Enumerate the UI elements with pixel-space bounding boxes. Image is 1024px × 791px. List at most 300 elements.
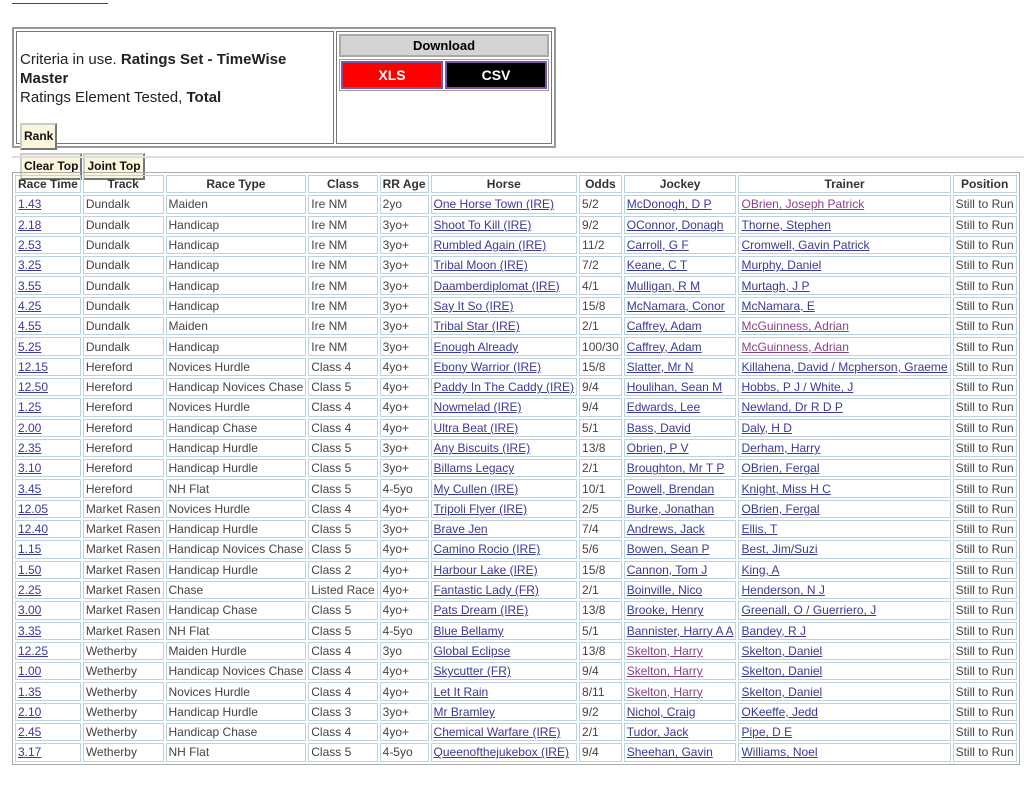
cell-jockey (624, 682, 737, 700)
jockey-link[interactable]: Keane, C T (626, 258, 688, 273)
cell-track: Wetherby (83, 662, 164, 680)
race-time-link[interactable]: 3.45 (18, 481, 42, 496)
cell-trainer (738, 459, 950, 477)
cell-race-type: Novices Hurdle (166, 358, 307, 376)
jockey-link[interactable]: Bannister, Harry A A (626, 623, 734, 638)
cell-position: Still to Run (953, 256, 1017, 274)
download-panel (336, 31, 552, 144)
cell-race-type: Handicap (166, 337, 307, 355)
race-time-link[interactable]: 12.40 (18, 522, 49, 537)
race-time-link[interactable]: 1.15 (18, 542, 42, 557)
cell-rr-age: 4yo+ (380, 358, 429, 376)
jockey-link[interactable]: Sheehan, Gavin (626, 745, 713, 760)
cell-position: Still to Run (953, 581, 1017, 599)
horse-link[interactable]: Global Eclipse (433, 643, 511, 658)
cell-race-type: Handicap Hurdle (166, 520, 307, 538)
jockey-link[interactable]: OConnor, Donagh (626, 217, 724, 232)
table-row (15, 622, 1017, 640)
race-time-link[interactable]: 4.55 (18, 319, 42, 334)
cell-track: Hereford (83, 358, 164, 376)
table-row (15, 662, 1017, 680)
race-time-link[interactable]: 12.15 (18, 359, 49, 374)
criteria-panel (12, 27, 556, 173)
cell-trainer (738, 561, 950, 579)
trainer-link[interactable]: McGuinness, Adrian (741, 319, 849, 334)
cell-rr-age: 4yo+ (380, 419, 429, 437)
trainer-link[interactable]: Cromwell, Gavin Patrick (741, 238, 870, 253)
cell-odds: 10/1 (579, 479, 622, 497)
cell-jockey (624, 337, 737, 355)
horse-link[interactable]: Any Biscuits (IRE) (433, 441, 531, 455)
cell-odds: 2/1 (579, 581, 622, 599)
table-row (15, 500, 1017, 518)
cell-race-time (15, 195, 81, 213)
race-time-link[interactable]: 1.25 (18, 400, 42, 415)
horse-link[interactable]: Ultra Beat (IRE) (433, 420, 519, 435)
cell-class: Class 5 (308, 459, 377, 477)
jockey-link[interactable]: Slatter, Mr N (626, 359, 694, 374)
cell-trainer (738, 195, 950, 213)
cell-position: Still to Run (953, 662, 1017, 680)
trainer-link[interactable]: Murphy, Daniel (741, 258, 822, 273)
cell-rr-age: 3yo+ (380, 459, 429, 477)
horse-link[interactable]: Mr Bramley (433, 704, 495, 719)
horse-link[interactable]: Queenofthejukebox (IRE) (433, 745, 569, 760)
race-time-link[interactable]: 12.05 (18, 501, 49, 516)
column-header-track: Track (83, 175, 164, 193)
cell-position: Still to Run (953, 317, 1017, 335)
cell-horse (431, 398, 578, 416)
cell-position: Still to Run (953, 297, 1017, 315)
horse-link[interactable]: Harbour Lake (IRE) (433, 562, 538, 577)
horse-link[interactable]: Pats Dream (IRE) (433, 603, 529, 618)
race-time-link[interactable]: 2.00 (18, 420, 42, 435)
jockey-link[interactable]: Cannon, Tom J (626, 562, 708, 577)
column-header-position: Position (953, 175, 1017, 193)
cell-race-type: Handicap (166, 236, 307, 254)
cell-position: Still to Run (953, 601, 1017, 619)
horse-link[interactable]: Billams Legacy (433, 461, 515, 476)
cell-rr-age: 3yo+ (380, 520, 429, 538)
cell-position: Still to Run (953, 703, 1017, 721)
trainer-link[interactable]: Hobbs, P J / White, J (741, 380, 854, 395)
trainer-link[interactable]: Skelton, Daniel (741, 643, 823, 658)
jockey-link[interactable]: Tudor, Jack (626, 725, 689, 740)
cell-race-time (15, 662, 81, 680)
trainer-link[interactable]: Murtagh, J P (741, 278, 810, 293)
joint-top-button[interactable]: Joint Top (83, 153, 144, 180)
cell-class: Class 4 (308, 642, 377, 660)
cell-odds: 15/8 (579, 358, 622, 376)
cell-position: Still to Run (953, 622, 1017, 640)
jockey-link[interactable]: Edwards, Lee (626, 400, 701, 415)
cell-position: Still to Run (953, 378, 1017, 396)
cell-position: Still to Run (953, 723, 1017, 741)
cell-race-time (15, 297, 81, 315)
table-row (15, 642, 1017, 660)
cell-horse (431, 703, 578, 721)
cell-position: Still to Run (953, 540, 1017, 558)
jockey-link[interactable]: McNamara, Conor (626, 298, 725, 313)
column-header-class: Class (308, 175, 377, 193)
cell-race-time (15, 682, 81, 700)
race-time-link[interactable]: 2.10 (18, 704, 42, 719)
trainer-link[interactable]: McGuinness, Adrian (741, 339, 849, 354)
cell-race-time (15, 256, 81, 274)
cell-race-type: Maiden (166, 195, 307, 213)
cell-jockey (624, 398, 737, 416)
jockey-link[interactable]: Broughton, Mr T P (626, 461, 725, 476)
race-time-link[interactable]: 12.50 (18, 380, 49, 395)
table-row (15, 581, 1017, 599)
cell-jockey (624, 561, 737, 579)
cell-class: Class 2 (308, 561, 377, 579)
cell-trainer (738, 723, 950, 741)
cell-race-time (15, 540, 81, 558)
cell-track: Hereford (83, 459, 164, 477)
cell-jockey (624, 540, 737, 558)
cell-race-type: Maiden (166, 317, 307, 335)
trainer-link[interactable]: Killahena, David / Mcpherson, Graeme (741, 359, 948, 374)
criteria-info (16, 31, 334, 173)
cell-track: Dundalk (83, 236, 164, 254)
cell-horse (431, 581, 578, 599)
cell-rr-age: 4-5yo (380, 743, 429, 761)
horse-link[interactable]: Paddy In The Caddy (IRE) (433, 380, 575, 395)
cell-jockey (624, 601, 737, 619)
cell-horse (431, 378, 578, 396)
trainer-link[interactable]: Derham, Harry (741, 441, 821, 455)
cell-race-time (15, 479, 81, 497)
race-time-link[interactable]: 2.53 (18, 238, 42, 253)
race-time-link[interactable]: 1.50 (18, 562, 42, 577)
horse-link[interactable]: Chemical Warfare (IRE) (433, 725, 561, 740)
cell-horse (431, 622, 578, 640)
race-time-link[interactable]: 2.35 (18, 441, 42, 455)
cell-track: Market Rasen (83, 520, 164, 538)
cell-race-time (15, 317, 81, 335)
cell-race-time (15, 561, 81, 579)
cell-odds: 2/1 (579, 723, 622, 741)
cell-race-type: Novices Hurdle (166, 398, 307, 416)
cell-jockey (624, 662, 737, 680)
cell-class: Class 5 (308, 378, 377, 396)
cell-jockey (624, 297, 737, 315)
race-time-link[interactable]: 1.35 (18, 684, 42, 699)
cell-class: Class 5 (308, 743, 377, 761)
cell-race-time (15, 358, 81, 376)
cell-rr-age: 3yo (380, 642, 429, 660)
cell-track: Dundalk (83, 195, 164, 213)
cell-jockey (624, 195, 737, 213)
cell-race-time (15, 439, 81, 457)
cell-position: Still to Run (953, 682, 1017, 700)
jockey-link[interactable]: Carroll, G F (626, 238, 689, 253)
csv-download-button[interactable]: CSV (445, 61, 547, 89)
cell-race-time (15, 601, 81, 619)
table-row (15, 459, 1017, 477)
cell-jockey (624, 500, 737, 518)
cell-race-type: NH Flat (166, 743, 307, 761)
cell-trainer (738, 500, 950, 518)
horse-link[interactable]: Blue Bellamy (433, 623, 504, 638)
jockey-link[interactable]: Andrews, Jack (626, 522, 705, 537)
cell-jockey (624, 216, 737, 234)
cell-position: Still to Run (953, 479, 1017, 497)
horse-link[interactable]: One Horse Town (IRE) (433, 197, 555, 212)
cell-horse (431, 236, 578, 254)
table-row (15, 419, 1017, 437)
table-row (15, 601, 1017, 619)
cell-position: Still to Run (953, 358, 1017, 376)
trainer-link[interactable]: Henderson, N J (741, 583, 825, 598)
jockey-link[interactable]: Skelton, Harry (626, 684, 703, 699)
cell-rr-age: 3yo+ (380, 256, 429, 274)
table-row (15, 561, 1017, 579)
trainer-link[interactable]: Greenall, O / Guerriero, J (741, 603, 877, 618)
cell-class: Ire NM (308, 236, 377, 254)
cell-position: Still to Run (953, 561, 1017, 579)
cell-track: Wetherby (83, 682, 164, 700)
jockey-link[interactable]: Obrien, P V (626, 441, 689, 455)
jockey-link[interactable]: Powell, Brendan (626, 481, 715, 496)
cell-odds: 4/1 (579, 276, 622, 294)
cell-class: Class 5 (308, 520, 377, 538)
horse-link[interactable]: Nowmelad (IRE) (433, 400, 522, 415)
trainer-link[interactable]: Daly, H D (741, 420, 792, 435)
cell-track: Wetherby (83, 723, 164, 741)
cell-race-time (15, 419, 81, 437)
trainer-link[interactable]: Ellis, T (741, 522, 778, 537)
cell-jockey (624, 642, 737, 660)
race-time-link[interactable]: 2.18 (18, 217, 42, 232)
trainer-link[interactable]: OBrien, Fergal (741, 501, 820, 516)
cell-race-time (15, 622, 81, 640)
horse-link[interactable]: Skycutter (FR) (433, 664, 511, 679)
table-row (15, 317, 1017, 335)
cell-jockey (624, 459, 737, 477)
horse-link[interactable]: Say It So (IRE) (433, 298, 514, 313)
cell-position: Still to Run (953, 236, 1017, 254)
cell-class: Ire NM (308, 216, 377, 234)
trainer-link[interactable]: Best, Jim/Suzi (741, 542, 818, 557)
cell-odds: 100/30 (579, 337, 622, 355)
cell-odds: 15/8 (579, 297, 622, 315)
cell-track: Hereford (83, 419, 164, 437)
jockey-link[interactable]: Houlihan, Sean M (626, 380, 723, 395)
cell-rr-age: 4yo+ (380, 601, 429, 619)
top-link-cropped[interactable] (12, 0, 108, 4)
column-header-odds: Odds (579, 175, 622, 193)
trainer-link[interactable]: OKeeffe, Jedd (741, 704, 818, 719)
column-header-race-time: Race Time (15, 175, 81, 193)
cell-odds: 5/1 (579, 419, 622, 437)
jockey-link[interactable]: McDonogh, D P (626, 197, 712, 212)
cell-class: Class 5 (308, 439, 377, 457)
horse-link[interactable]: Shoot To Kill (IRE) (433, 217, 532, 232)
cell-track: Market Rasen (83, 601, 164, 619)
trainer-link[interactable]: Thorne, Stephen (741, 217, 831, 232)
cell-track: Market Rasen (83, 622, 164, 640)
jockey-link[interactable]: Mulligan, R M (626, 278, 701, 293)
trainer-link[interactable]: Skelton, Daniel (741, 684, 823, 699)
race-time-link[interactable]: 4.25 (18, 298, 42, 313)
horse-link[interactable]: Tripoli Flyer (IRE) (433, 501, 528, 516)
rank-button[interactable]: Rank (20, 123, 57, 150)
horse-link[interactable]: Fantastic Lady (FR) (433, 583, 539, 598)
jockey-link[interactable]: Caffrey, Adam (626, 319, 702, 334)
cell-horse (431, 439, 578, 457)
cell-race-time (15, 236, 81, 254)
table-row (15, 337, 1017, 355)
cell-trainer (738, 662, 950, 680)
cell-rr-age: 3yo+ (380, 297, 429, 315)
cell-race-type: Handicap Hurdle (166, 439, 307, 457)
cell-odds: 9/4 (579, 398, 622, 416)
cell-race-type: Handicap Novices Chase (166, 540, 307, 558)
cell-odds: 7/2 (579, 256, 622, 274)
cell-horse (431, 459, 578, 477)
cell-trainer (738, 378, 950, 396)
cell-odds: 9/2 (579, 216, 622, 234)
cell-rr-age: 4-5yo (380, 479, 429, 497)
race-time-link[interactable]: 3.10 (18, 461, 42, 476)
cell-odds: 13/8 (579, 439, 622, 457)
cell-horse (431, 195, 578, 213)
cell-rr-age: 3yo+ (380, 703, 429, 721)
horse-link[interactable]: Tribal Star (IRE) (433, 319, 520, 334)
table-row (15, 276, 1017, 294)
cell-rr-age: 4yo+ (380, 723, 429, 741)
cell-trainer (738, 439, 950, 457)
cell-race-time (15, 337, 81, 355)
cell-class: Ire NM (308, 195, 377, 213)
trainer-link[interactable]: Williams, Noel (741, 745, 818, 760)
jockey-link[interactable]: Caffrey, Adam (626, 339, 702, 354)
cell-race-type: Handicap Hurdle (166, 561, 307, 579)
horse-link[interactable]: Let It Rain (433, 684, 489, 699)
cell-rr-age: 3yo+ (380, 337, 429, 355)
cell-position: Still to Run (953, 439, 1017, 457)
cell-jockey (624, 723, 737, 741)
jockey-link[interactable]: Bowen, Sean P (626, 542, 710, 557)
cell-track: Market Rasen (83, 561, 164, 579)
jockey-link[interactable]: Skelton, Harry (626, 664, 703, 679)
cell-jockey (624, 622, 737, 640)
jockey-link[interactable]: Skelton, Harry (626, 643, 703, 658)
cell-class: Ire NM (308, 256, 377, 274)
cell-horse (431, 743, 578, 761)
horse-link[interactable]: Enough Already (433, 339, 519, 354)
jockey-link[interactable]: Nichol, Craig (626, 704, 696, 719)
cell-track: Wetherby (83, 743, 164, 761)
trainer-link[interactable]: McNamara, E (741, 298, 815, 313)
races-table (12, 172, 1020, 765)
cell-trainer (738, 398, 950, 416)
cell-track: Dundalk (83, 216, 164, 234)
horse-link[interactable]: Daamberdiplomat (IRE) (433, 278, 560, 293)
jockey-link[interactable]: Boinville, Nico (626, 583, 703, 598)
cell-track: Wetherby (83, 642, 164, 660)
horse-link[interactable]: My Cullen (IRE) (433, 481, 519, 496)
trainer-link[interactable]: OBrien, Fergal (741, 461, 820, 476)
cell-horse (431, 642, 578, 660)
cell-track: Market Rasen (83, 540, 164, 558)
horse-link[interactable]: Camino Rocio (IRE) (433, 542, 541, 557)
race-time-link[interactable]: 2.25 (18, 583, 42, 598)
cell-jockey (624, 439, 737, 457)
cell-horse (431, 540, 578, 558)
horse-link[interactable]: Ebony Warrior (IRE) (433, 359, 542, 374)
cell-race-type: NH Flat (166, 622, 307, 640)
race-time-link[interactable]: 1.00 (18, 664, 42, 679)
trainer-link[interactable]: Skelton, Daniel (741, 664, 823, 679)
cell-track: Dundalk (83, 317, 164, 335)
race-time-link[interactable]: 3.35 (18, 623, 42, 638)
cell-race-time (15, 398, 81, 416)
cell-odds: 5/6 (579, 540, 622, 558)
cell-track: Hereford (83, 479, 164, 497)
race-time-link[interactable]: 5.25 (18, 339, 42, 354)
cell-race-type: Handicap (166, 276, 307, 294)
horse-link[interactable]: Tribal Moon (IRE) (433, 258, 528, 273)
race-time-link[interactable]: 1.43 (18, 197, 42, 212)
cell-jockey (624, 317, 737, 335)
cell-horse (431, 337, 578, 355)
cell-jockey (624, 479, 737, 497)
race-time-link[interactable]: 3.25 (18, 258, 42, 273)
cell-position: Still to Run (953, 500, 1017, 518)
race-time-link[interactable]: 3.17 (18, 745, 42, 760)
trainer-link[interactable]: King, A (741, 562, 780, 577)
cell-race-type: Handicap Novices Chase (166, 662, 307, 680)
cell-race-time (15, 500, 81, 518)
trainer-link[interactable]: Bandey, R J (741, 623, 806, 638)
cell-race-time (15, 703, 81, 721)
cell-jockey (624, 276, 737, 294)
horse-link[interactable]: Brave Jen (433, 522, 488, 537)
jockey-link[interactable]: Bass, David (626, 420, 691, 435)
trainer-link[interactable]: OBrien, Joseph Patrick (741, 197, 865, 212)
race-time-link[interactable]: 3.00 (18, 603, 42, 618)
cell-race-type: Chase (166, 581, 307, 599)
cell-race-type: Handicap Hurdle (166, 703, 307, 721)
table-row (15, 358, 1017, 376)
cell-rr-age: 4yo+ (380, 500, 429, 518)
race-time-link[interactable]: 2.45 (18, 725, 42, 740)
cell-trainer (738, 317, 950, 335)
jockey-link[interactable]: Burke, Jonathan (626, 501, 715, 516)
trainer-link[interactable]: Newland, Dr R D P (741, 400, 843, 415)
cell-race-type: Handicap (166, 297, 307, 315)
race-time-link[interactable]: 12.25 (18, 643, 49, 658)
trainer-link[interactable]: Knight, Miss H C (741, 481, 831, 496)
cell-odds: 5/2 (579, 195, 622, 213)
jockey-link[interactable]: Brooke, Henry (626, 603, 704, 618)
clear-top-button[interactable]: Clear Top (20, 153, 82, 180)
cell-rr-age: 4yo+ (380, 682, 429, 700)
cell-position: Still to Run (953, 337, 1017, 355)
trainer-link[interactable]: Pipe, D E (741, 725, 793, 740)
cell-position: Still to Run (953, 520, 1017, 538)
cell-track: Hereford (83, 398, 164, 416)
horse-link[interactable]: Rumbled Again (IRE) (433, 238, 547, 253)
race-time-link[interactable]: 3.55 (18, 278, 42, 293)
element-prefix: Ratings Element Tested, (20, 89, 187, 106)
cell-rr-age: 4yo+ (380, 398, 429, 416)
xls-download-button[interactable]: XLS (341, 61, 443, 89)
cell-horse (431, 601, 578, 619)
